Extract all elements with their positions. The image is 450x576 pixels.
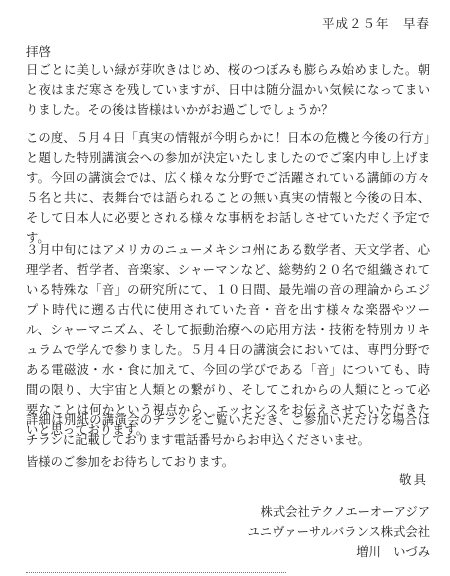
paragraph-announcement: この度、５月４日「真実の情報が今明らかに！日本の危機と今後の行方」と題した特別講演会への参加が決定いたしましたのでご案内申し上げます。今回の講演会では、広く様々な分野でご活躍されている講師の方々５名と共に、表舞台では語られることの無い真実の情報と今後の日本、そして日本人に必要とされる様々な事柄をお話しさせていただく予定です。 — [26, 131, 430, 245]
sender-company-2: ユニヴァーサルバランス株式会社 — [247, 525, 430, 539]
paragraph-details: 詳細は別紙の講演会のチラシをご覧いただき、ご参加いただける場合はチラシに記載しております電話番号からお申込くださいませ。 — [26, 413, 430, 447]
salutation: 拝啓 — [26, 44, 52, 59]
closing-word: 敬具 — [398, 472, 428, 487]
sender-block — [248, 502, 431, 562]
paragraph-invitation: 皆様のご参加をお待ちしております。 — [26, 455, 235, 469]
sender-company-1: 株式会社テクノエーオーアジア — [260, 505, 430, 519]
cropped-line-mark — [26, 572, 286, 575]
paragraph-greeting: 日ごとに美しい緑が芽吹きはじめ、桜のつぼみも膨らみ始めました。朝と夜はまだ寒さを残していますが、日中は随分温かい気候になってまいりました。その後は皆様はいかがお過ごしでしょうか？ — [26, 63, 430, 117]
letter-date: 平成２５年 早春 — [321, 16, 430, 31]
sender-name: 増川 いづみ — [356, 545, 430, 559]
cropped-line — [26, 566, 326, 576]
paragraph-research: ３月中旬にはアメリカのニューメキシコ州にある数学者、天文学者、心理学者、哲学者、音楽家、シャーマンなど、総勢約２０名で組織されている特殊な「音」の研究所にて、１０日間、最先端の音の理論からエジプト時代に遡る古代に使用されていた音・音を出す様々な楽器やツール、シャーマニズム、そして振動治療への応用方法・技術を特別カリキュラムで学んで参りました。５月４日の講演会においては、専門分野である電磁波・水・食に加えて、今回の学びである「音」についても、時間の限り、大宇宙と人類との繋がり、そしてこれからの人類にとって必要なことは何かという視点から、エッセンスをお伝えさせていただきたいと思っております。 — [26, 243, 430, 437]
